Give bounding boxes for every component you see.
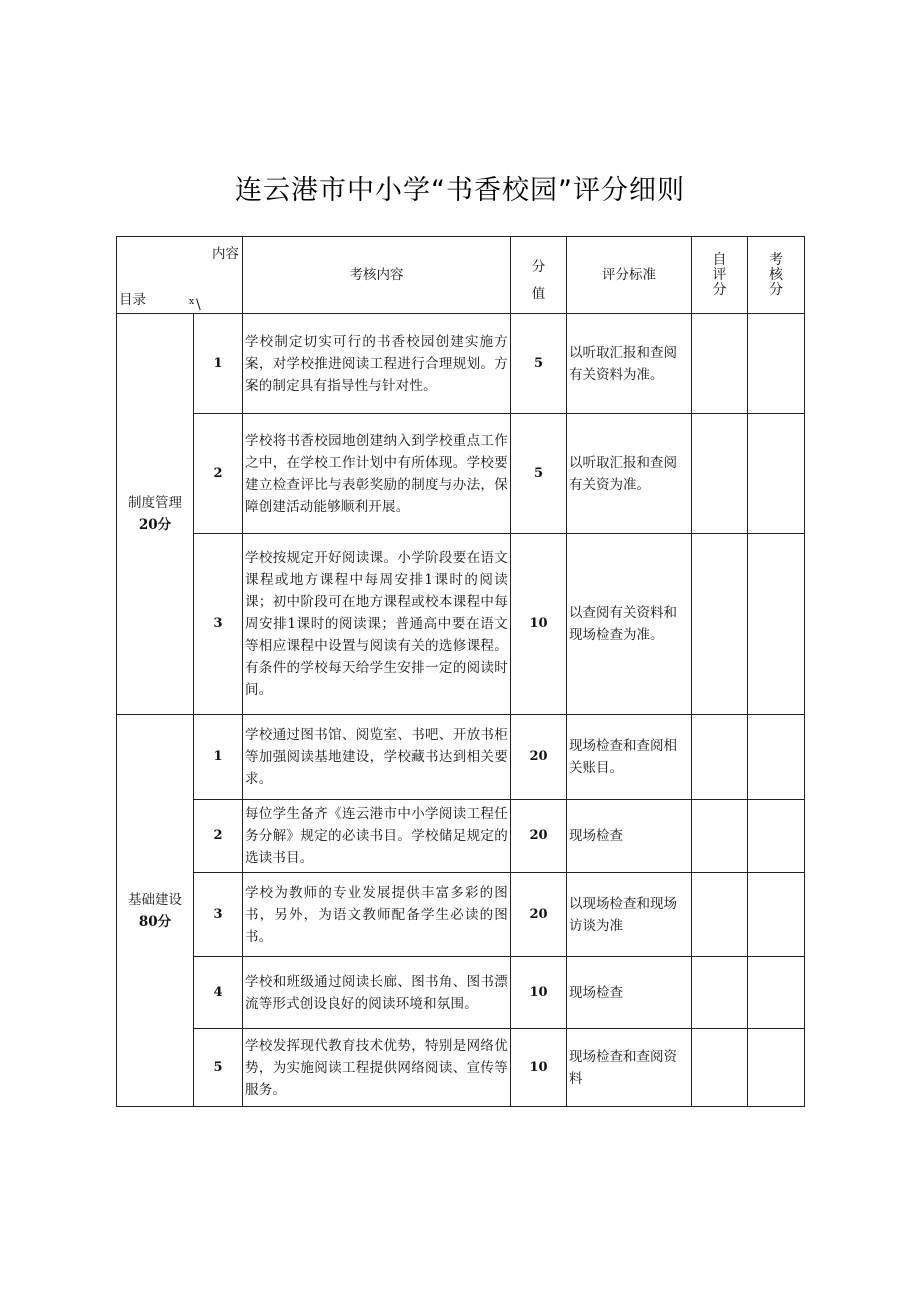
- table-row: [117, 715, 805, 800]
- check-score-cell[interactable]: [748, 800, 805, 873]
- header-content: 考核内容: [243, 237, 511, 314]
- self-score-cell[interactable]: [692, 414, 748, 534]
- page-title: 连云港市中小学“书香校园”评分细则: [235, 175, 685, 206]
- check-score-cell[interactable]: [748, 414, 805, 534]
- item-content: 学校制定切实可行的书香校园创建实施方案，对学校推进阅读工程进行合理规划。方案的制定具有指导性与针对性。: [243, 314, 511, 414]
- header-check-score: [748, 237, 805, 314]
- category-name: 制度管理: [128, 495, 182, 511]
- header-check-score-char: 分: [769, 281, 783, 298]
- scoring-table: [116, 236, 805, 1107]
- item-points: 10: [511, 534, 567, 715]
- self-score-cell[interactable]: [692, 800, 748, 873]
- table-row: [117, 534, 805, 715]
- item-standard: 以现场检查和现场访谈为准: [567, 873, 692, 957]
- table-row: [117, 314, 805, 414]
- item-standard: 现场检查和查阅相关账目。: [567, 715, 692, 800]
- item-standard: 以查阅有关资料和现场检查为准。: [567, 534, 692, 715]
- item-content: 学校发挥现代教育技术优势，特别是网络优势，为实施阅读工程提供网络阅读、宣传等服务。: [243, 1029, 511, 1107]
- diag-header-content-label: 内容: [212, 246, 239, 262]
- item-points: 10: [511, 957, 567, 1029]
- table-row: [117, 800, 805, 873]
- item-standard: 现场检查: [567, 800, 692, 873]
- table-row: [117, 414, 805, 534]
- self-score-cell[interactable]: [692, 1029, 748, 1107]
- self-score-cell[interactable]: [692, 873, 748, 957]
- header-self-score: [692, 237, 748, 314]
- item-points: 5: [511, 314, 567, 414]
- item-number: 1: [194, 314, 243, 414]
- item-points: 20: [511, 715, 567, 800]
- check-score-cell[interactable]: [748, 1029, 805, 1107]
- check-score-cell[interactable]: [748, 957, 805, 1029]
- category-name: 基础建设: [128, 891, 182, 908]
- self-score-cell[interactable]: [692, 715, 748, 800]
- self-score-cell[interactable]: [692, 534, 748, 715]
- table-row: [117, 873, 805, 957]
- item-standard: 现场检查和查阅资料: [567, 1029, 692, 1107]
- item-points: 20: [511, 873, 567, 957]
- diag-header-slash: \: [196, 297, 201, 313]
- category-cell: [117, 314, 194, 715]
- item-number: 5: [194, 1029, 243, 1107]
- category-score: 80分: [138, 913, 172, 930]
- diagonal-header-cell: [117, 237, 243, 314]
- item-content: 学校通过图书馆、阅览室、书吧、开放书柜等加强阅读基地建设，学校藏书达到相关要求。: [243, 715, 511, 800]
- header-score-char-1: 分: [531, 259, 546, 275]
- self-score-cell[interactable]: [692, 957, 748, 1029]
- item-content: 学校按规定开好阅读课。小学阶段要在语文课程或地方课程中每周安排1课时的阅读课；初中阶段可在地方课程或校本课程中每周安排1课时的阅读课；普通高中要在语文等相应课程中设置与阅读有关的选修课程。有条件的学校每天给学生安排一定的阅读时间。: [243, 534, 511, 715]
- table-row: [117, 1029, 805, 1107]
- item-standard: 以听取汇报和查阅有关资为准。: [567, 414, 692, 534]
- self-score-cell[interactable]: [692, 314, 748, 414]
- header-self-score-char: 分: [712, 281, 727, 298]
- header-score: [511, 237, 567, 314]
- item-number: 3: [194, 873, 243, 957]
- diag-header-mark: x: [189, 297, 195, 307]
- header-row: [117, 237, 805, 314]
- item-points: 20: [511, 800, 567, 873]
- check-score-cell[interactable]: [748, 314, 805, 414]
- category-score: 20分: [138, 517, 172, 533]
- header-self-score-char: 自: [712, 251, 727, 268]
- item-number: 2: [194, 800, 243, 873]
- item-content: 学校和班级通过阅读长廊、图书角、图书漂流等形式创设良好的阅读环境和氛围。: [243, 957, 511, 1029]
- item-content: 每位学生备齐《连云港市中小学阅读工程任务分解》规定的必读书目。学校储足规定的选读书目。: [243, 800, 511, 873]
- table-row: [117, 957, 805, 1029]
- item-content: 学校为教师的专业发展提供丰富多彩的图书，另外，为语文教师配备学生必读的图书。: [243, 873, 511, 957]
- item-number: 3: [194, 534, 243, 715]
- category-cell: [117, 715, 194, 1107]
- item-points: 10: [511, 1029, 567, 1107]
- item-standard: 以听取汇报和查阅有关资料为准。: [567, 314, 692, 414]
- check-score-cell[interactable]: [748, 715, 805, 800]
- item-number: 4: [194, 957, 243, 1029]
- item-content: 学校将书香校园地创建纳入到学校重点工作之中，在学校工作计划中有所体现。学校要建立检查评比与表彰奖励的制度与办法，保障创建活动能够顺利开展。: [243, 414, 511, 534]
- diag-header-catalog-label: 目录: [119, 292, 146, 308]
- header-score-char-2: 值: [531, 286, 546, 302]
- check-score-cell[interactable]: [748, 873, 805, 957]
- check-score-cell[interactable]: [748, 534, 805, 715]
- header-standard: 评分标准: [567, 237, 692, 314]
- item-number: 2: [194, 414, 243, 534]
- item-standard: 现场检查: [567, 957, 692, 1029]
- header-self-score-char: 评: [712, 266, 727, 283]
- header-check-score-char: 核: [769, 266, 783, 283]
- item-number: 1: [194, 715, 243, 800]
- item-points: 5: [511, 414, 567, 534]
- header-check-score-char: 考: [769, 251, 783, 268]
